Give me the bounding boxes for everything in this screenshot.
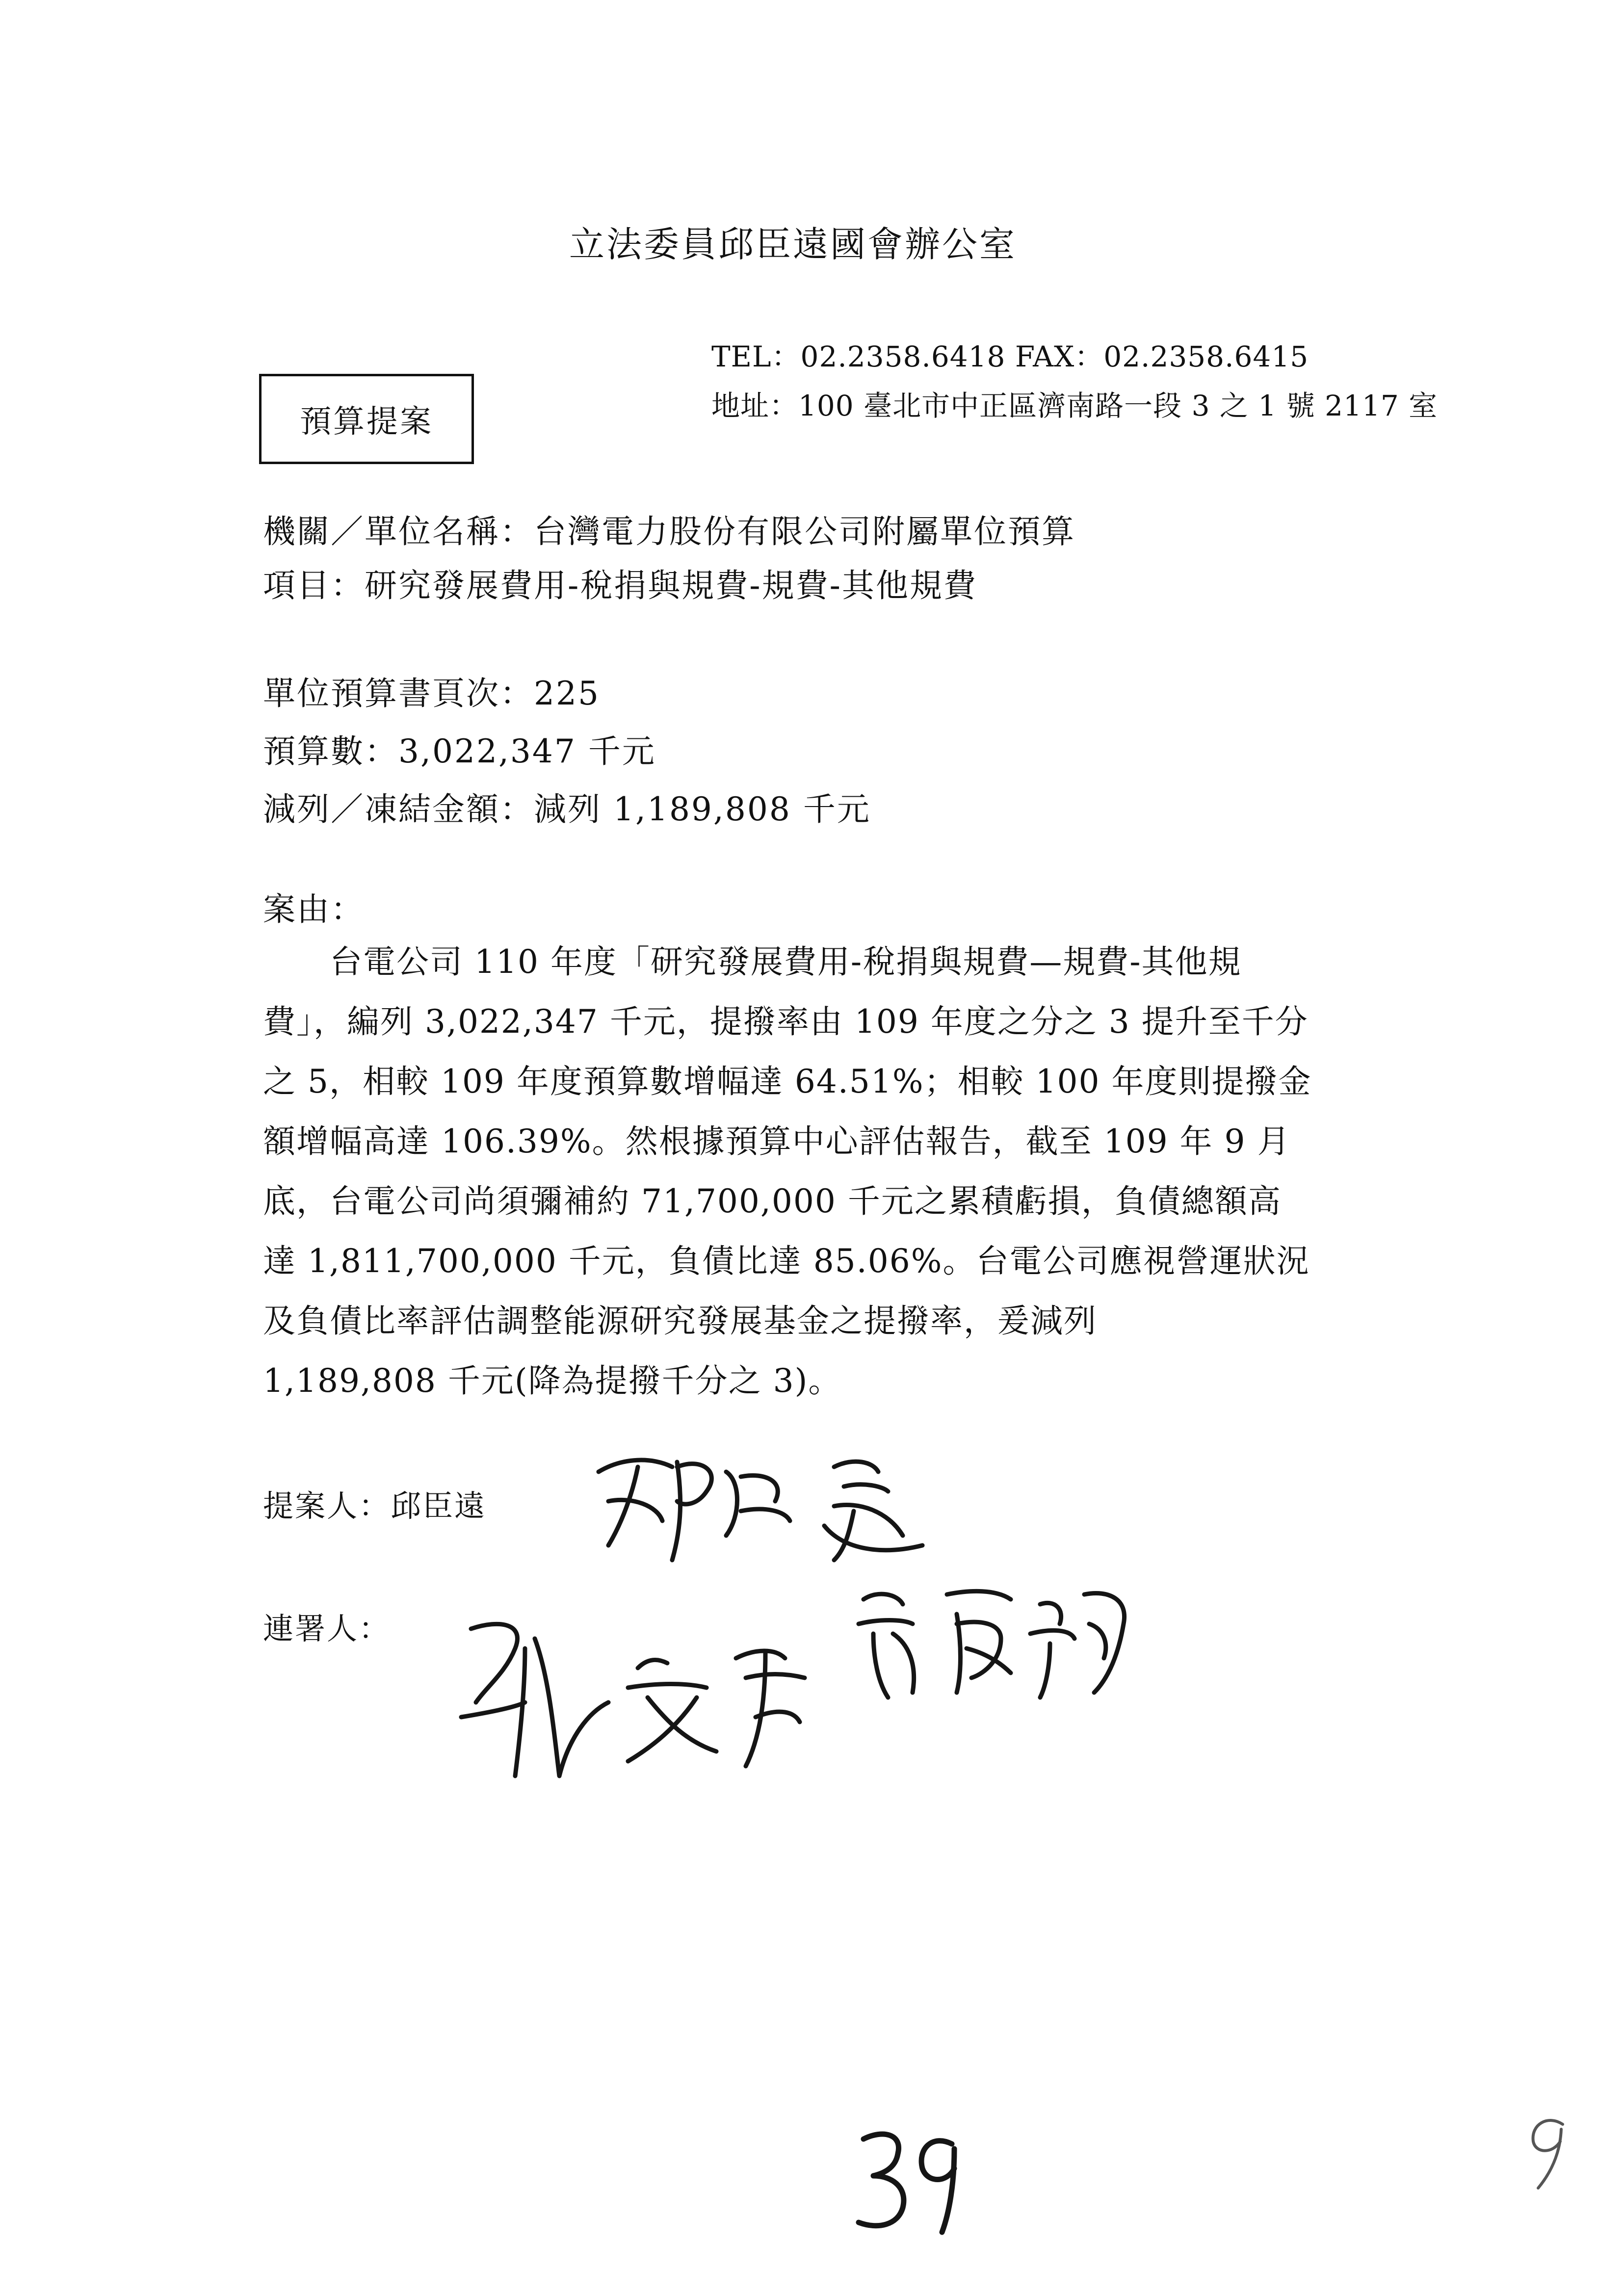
reason-line: 1,189,808 千元(降為提撥千分之 3)。 [263, 1362, 842, 1400]
cosigner-label: 連署人： [263, 1611, 391, 1646]
reason-line: 底，台電公司尚須彌補約 71,700,000 千元之累積虧損，負債總額高 [263, 1182, 1282, 1220]
doc-type-box [259, 374, 474, 464]
reason-line: 達 1,811,700,000 千元，負債比達 85.06%。台電公司應視營運狀況 [263, 1242, 1310, 1280]
contact-address: 地址：100 臺北市中正區濟南路一段 3 之 1 號 2117 室 [711, 389, 1438, 422]
reason-line: 額增幅高達 106.39%。然根據預算中心評估報告，截至 109 年 9 月 [263, 1122, 1291, 1160]
corner-number-handwritten [1521, 2110, 1575, 2193]
proposer-signature [579, 1437, 932, 1575]
item-field: 項目：研究發展費用-稅捐與規費-規費-其他規費 [263, 567, 977, 604]
doc-type-label: 預算提案 [300, 404, 433, 440]
reason-paragraph [263, 932, 1391, 1411]
reason-line: 台電公司 110 年度「研究發展費用-稅捐與規費—規費-其他規 [263, 943, 1242, 981]
page-field: 單位預算書頁次：225 [263, 675, 600, 712]
office-title: 立法委員邱臣遠國會辦公室 [569, 224, 1017, 265]
reason-line: 之 5，相較 109 年度預算數增幅達 64.51%；相較 100 年度則提撥金 [263, 1063, 1312, 1100]
reason-heading: 案由： [263, 890, 365, 928]
reason-line: 費」，編列 3,022,347 千元，提撥率由 109 年度之分之 3 提升至千分 [263, 1003, 1309, 1041]
page-number-handwritten [849, 2119, 976, 2237]
budget-field: 預算數：3,022,347 千元 [263, 732, 656, 770]
cut-field: 減列／凍結金額：減列 1,189,808 千元 [263, 790, 871, 828]
contact-phone-fax: TEL：02.2358.6418 FAX：02.2358.6415 [711, 340, 1309, 373]
cosigner-signature-2 [844, 1560, 1148, 1717]
agency-field: 機關／單位名稱：台灣電力股份有限公司附屬單位預算 [263, 513, 1075, 550]
reason-line: 及負債比率評估調整能源研究發展基金之提撥率，爰減列 [263, 1302, 1097, 1340]
cosigner-signature-1 [442, 1590, 834, 1796]
proposer-label: 提案人：邱臣遠 [263, 1488, 487, 1524]
